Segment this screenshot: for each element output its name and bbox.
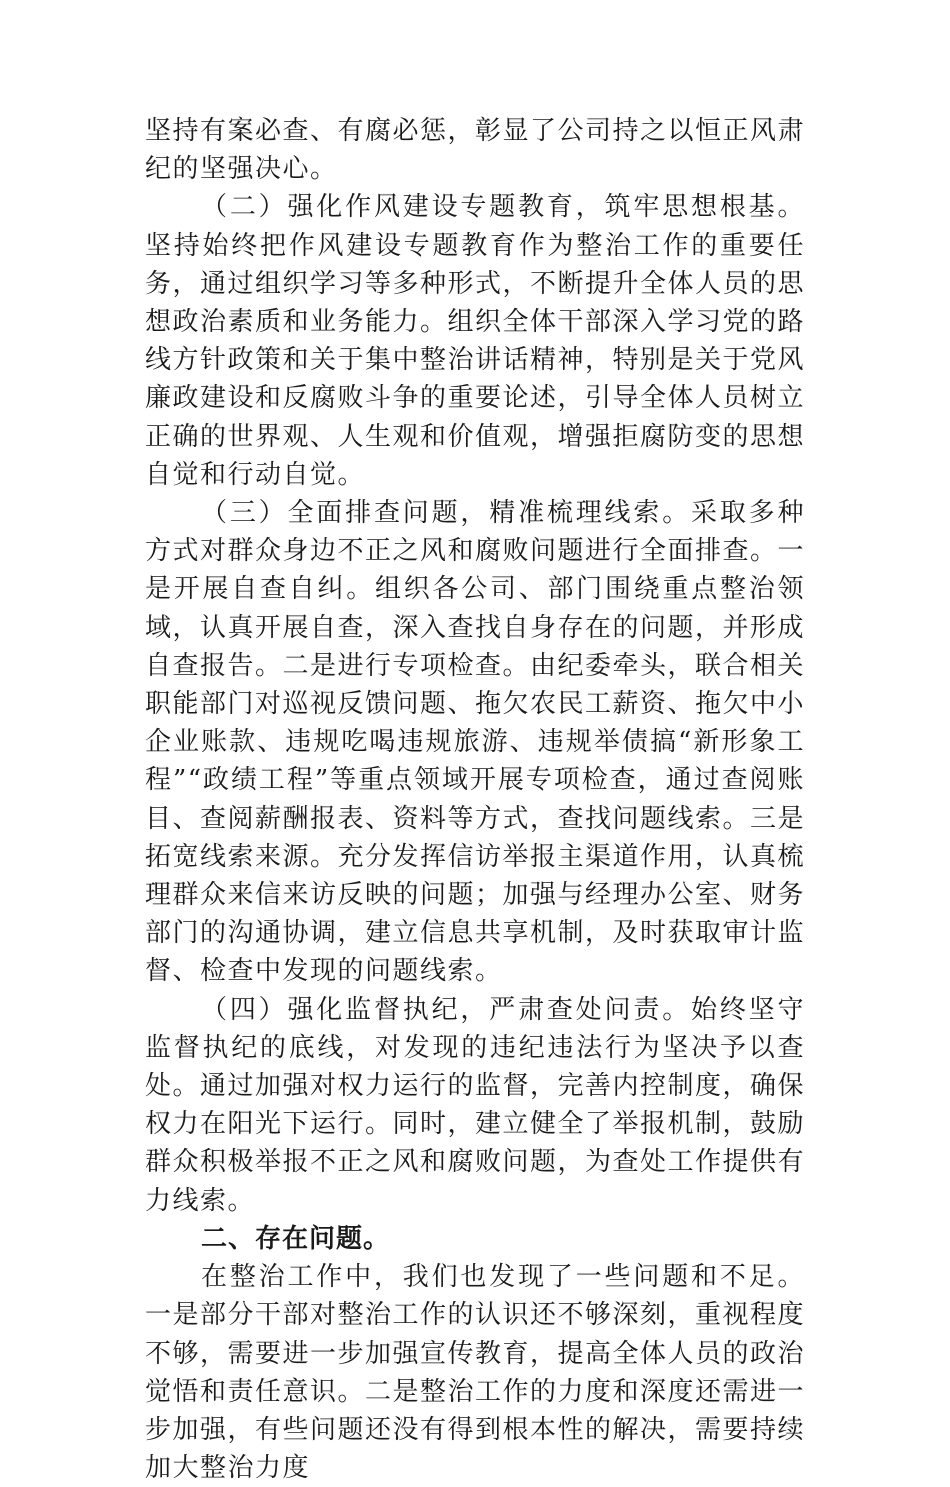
paragraph-section-2: （二）强化作风建设专题教育，筑牢思想根基。坚持始终把作风建设专题教育作为整治工作的重要任务，通过组织学习等多种形式，不断提升全体人员的思想政治素质和业务能力。组织全体干部深入学习党的路线方针政策和关于集中整治讲话精神，特别是关于党风廉政建设和反腐败斗争的重要论述，引导全体人员树立正确的世界观、人生观和价值观，增强拒腐防变的思想自觉和行动自觉。	[145, 192, 806, 490]
section-heading-problems: 二、存在问题。	[201, 1223, 391, 1254]
paragraph-continuation: 坚持有案必查、有腐必惩，彰显了公司持之以恒正风肃纪的坚强决心。	[145, 116, 806, 185]
paragraph-section-3: （三）全面排查问题，精准梳理线索。采取多种方式对群众身边不正之风和腐败问题进行全面排查。一是开展自查自纠。组织各公司、部门围绕重点整治领域，认真开展自查，深入查找自身存在的问题，并形成自查报告。二是进行专项检查。由纪委牵头，联合相关职能部门对巡视反馈问题、拖欠农民工薪资、拖欠中小企业账款、违规吃喝违规旅游、违规举债搞“新形象工程”“政绩工程”等重点领域开展专项检查，通过查阅账目、查阅薪酬报表、资料等方式，查找问题线索。三是拓宽线索来源。充分发挥信访举报主渠道作用，认真梳理群众来信来访反映的问题；加强与经理办公室、财务部门的沟通协调，建立信息共享机制，及时获取审计监督、检查中发现的问题线索。	[145, 498, 806, 987]
document-page	[145, 112, 805, 1487]
paragraph-section-4: （四）强化监督执纪，严肃查处问责。始终坚守监督执纪的底线，对发现的违纪违法行为坚决予以查处。通过加强对权力运行的监督，完善内控制度，确保权力在阳光下运行。同时，建立健全了举报机制，鼓励群众积极举报不正之风和腐败问题，为查处工作提供有力线索。	[145, 994, 806, 1216]
paragraph-problems: 在整治工作中，我们也发现了一些问题和不足。一是部分干部对整治工作的认识还不够深刻，重视程度不够，需要进一步加强宣传教育，提高全体人员的政治觉悟和责任意识。二是整治工作的力度和深度还需进一步加强，有些问题还没有得到根本性的解决，需要持续加大整治力度	[145, 1262, 806, 1484]
